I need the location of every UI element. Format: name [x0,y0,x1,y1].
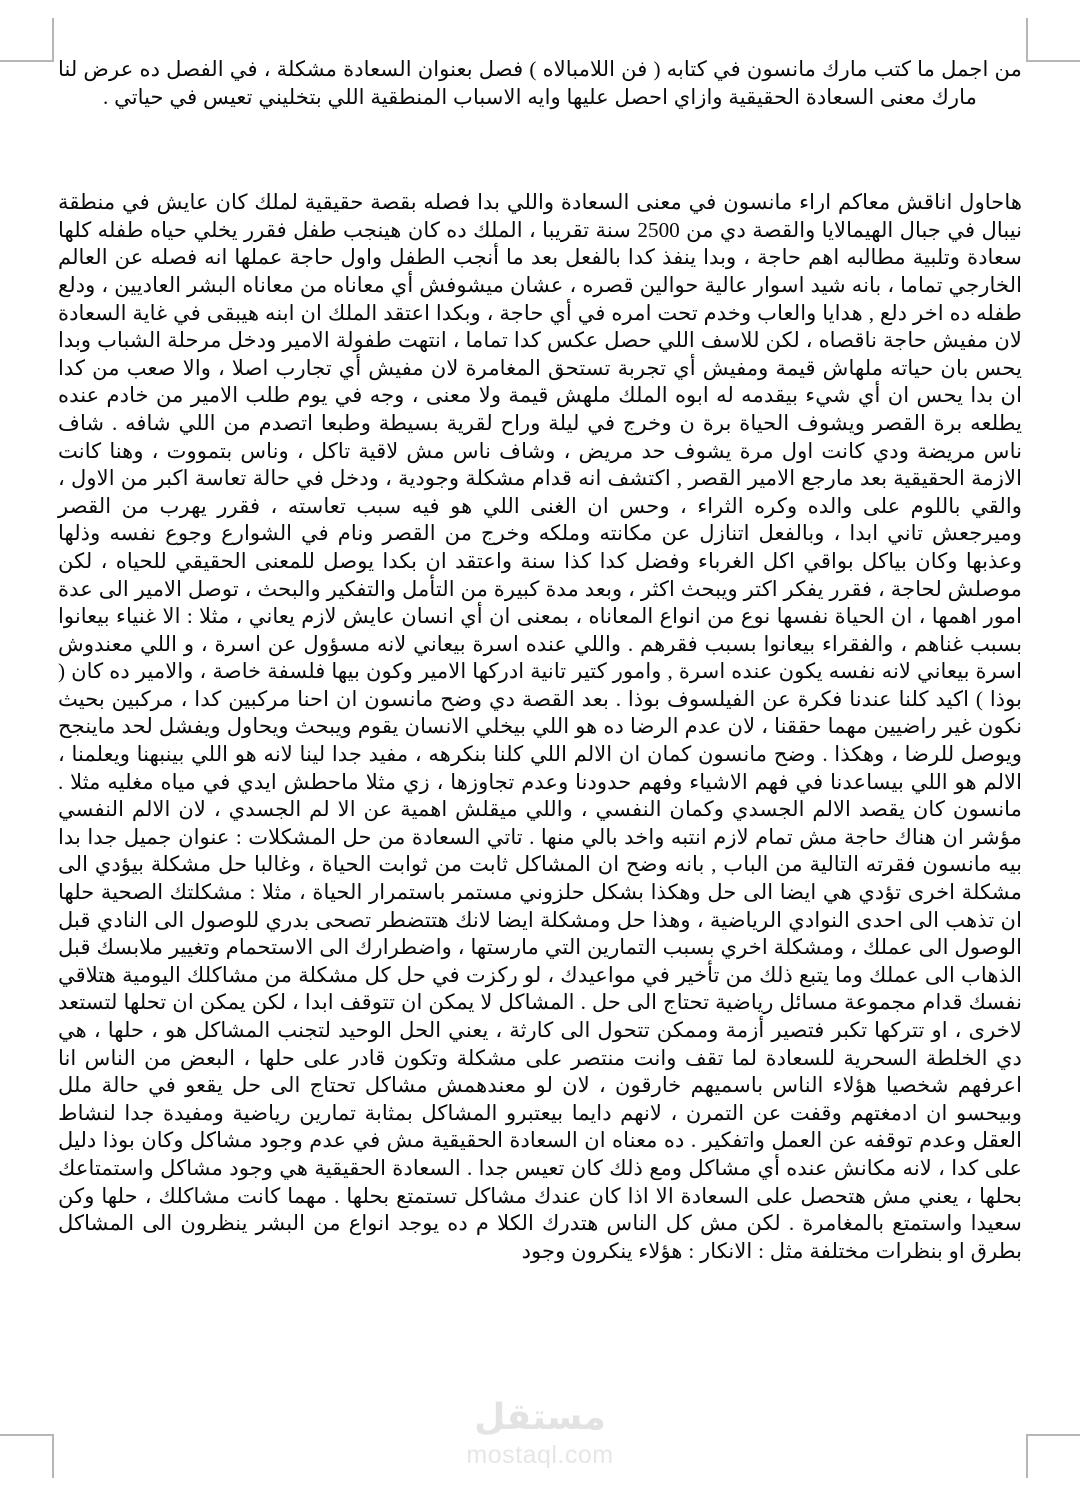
crop-mark-bottom-right [1026,1434,1070,1478]
crop-mark-vertical-line [52,18,54,62]
crop-mark-vertical-line [1026,1434,1028,1478]
crop-mark-top-right [1026,18,1070,62]
paragraph-spacer [58,111,1022,189]
crop-mark-vertical-line [52,1434,54,1478]
watermark-logo-text: مستقل [474,1397,606,1438]
crop-mark-top-left [10,18,54,62]
watermark [0,1397,1080,1469]
crop-mark-vertical-line [1026,18,1028,62]
intro-paragraph: من اجمل ما كتب مارك مانسون في كتابه ( فن اللامبالاه ) فصل بعنوان السعادة مشكلة ، في الفصل ده عرض لنا مارك معنى السعادة الحقيقية وازاي احصل عليها وايه الاسباب المنطقية اللي بتخليني تعيس في حياتي . [58,57,1022,109]
crop-mark-bottom-left [10,1434,54,1478]
crop-mark-horizontal-line [1026,1434,1080,1436]
document-text-column [58,56,1022,1265]
crop-mark-horizontal-line [0,1434,54,1436]
crop-mark-horizontal-line [0,60,54,62]
watermark-url-text: mostaql.com [466,1441,614,1469]
body-paragraph: هاحاول اناقش معاكم اراء مانسون في معنى السعادة واللي بدا فصله بقصة حقيقية لملك كان عايش في منطقة نيبال في جبال الهيمالايا والقصة دي من 2500 سنة تقريبا ، الملك ده كان هينجب طفل فقرر يخلي حياه طفله كلها سعادة وتلبية مطالبه اهم حاجة ، وبدا ينفذ كدا بالفعل بعد ما أنجب الطفل واول حاجة عملها انه فصله عن العالم الخارجي تماما ، بانه شيد اسوار عالية حوالين قصره ، عشان ميشوفش أي معاناه من معاناه البشر العاديين ، ودلع طفله ده اخر دلع , هدايا والعاب وخدم تحت امره في أي حاجة ، وبكدا اعتقد الملك ان ابنه هيبقى في غاية السعادة لان مفيش حاجة ناقصاه ، لكن للاسف اللي حصل عكس كدا تماما ، انتهت طفولة الامير ودخل مرحلة الشباب وبدا يحس بان حياته ملهاش قيمة ومفيش أي تجربة تستحق المغامرة لان مفيش أي تجارب اصلا ، والا صعب من كدا ان بدا يحس ان أي شيء بيقدمه له ابوه الملك ملهش قيمة ولا معنى ، وجه في يوم طلب الامير من خادم عنده يطلعه برة القصر ويشوف الحياة برة ن وخرج في ليلة وراح لقرية بسيطة وطبعا اتصدم من اللي شافه . شاف ناس مريضة ودي كانت اول مرة يشوف حد مريض ، وشاف ناس مش لاقية تاكل ، وناس بتمووت ، وهنا كانت الازمة الحقيقية بعد مارجع الامير القصر , اكتشف انه قدام مشكلة وجودية ، ودخل في حالة تعاسة اكبر من الاول ، والقي باللوم على والده وكره الثراء ، وحس ان الغنى اللي هو فيه سبب تعاسته ، فقرر يهرب من القصر وميرجعش تاني ابدا ، وبالفعل اتنازل عن مكانته وملكه وخرج من القصر ونام في الشوارع وجوع نفسه وذلها وعذبها وكان بياكل بواقي اكل الغرباء وفضل كدا كذا سنة واعتقد ان بكدا يوصل للمعنى الحقيقي للحياه ، لكن موصلش لحاجة ، فقرر يفكر اكتر ويبحث اكثر ، وبعد مدة كبيرة من التأمل والتفكير والبحث ، توصل الامير الى عدة امور اهمها ، ان الحياة نفسها نوع من انواع المعاناه ، بمعنى ان أي انسان عايش لازم يعاني ، مثلا : الا غنياء بيعانوا بسبب غناهم ، والفقراء بيعانوا بسبب فقرهم . واللي عنده اسرة بيعاني لانه مسؤول عن اسرة ، و اللي معندوش اسرة بيعاني لانه نفسه يكون عنده اسرة , وامور كتير تانية ادركها الامير وكون بيها فلسفة خاصة ، والامير ده كان ( بوذا ) اكيد كلنا عندنا فكرة عن الفيلسوف بوذا . بعد القصة دي وضح مانسون ان احنا مركبين كدا ، مركبين بحيث نكون غير راضيين مهما حققنا ، لان عدم الرضا ده هو اللي بيخلي الانسان يقوم ويبحث ويحاول ويفشل لحد ماينجح ويوصل للرضا ، وهكذا . وضح مانسون كمان ان الالم اللي كلنا بنكرهه ، مفيد جدا لينا لانه هو اللي بينبهنا ويعلمنا ، الالم هو اللي بيساعدنا في فهم الاشياء وفهم حدودنا وعدم تجاوزها ، زي مثلا ماحطش ايدي في مياه مغليه مثلا . مانسون كان يقصد الالم الجسدي وكمان النفسي ، واللي ميقلش اهمية عن الا لم الجسدي ، لان الالم النفسي مؤشر ان هناك حاجة مش تمام لازم انتبه واخد بالي منها . تاتي السعادة من حل المشكلات : عنوان جميل جدا بدا بيه مانسون فقرته التالية من الباب , بانه وضح ان المشاكل ثابت من ثوابت الحياة ، وغالبا حل مشكلة بيؤدي الى مشكلة اخرى تؤدي هي ايضا الى حل وهكذا بشكل حلزوني مستمر باستمرار الحياة ، مثلا : مشكلتك الصحية حلها ان تذهب الى احدى النوادي الرياضية ، وهذا حل ومشكلة ايضا لانك هتتضطر تصحى بدري للوصول الى النادي قبل الوصول الى عملك ، ومشكلة اخري بسبب التمارين التي مارستها ، واضطرارك الى الاستحمام وتغيير ملابسك قبل الذهاب الى عملك وما يتبع ذلك من تأخير في مواعيدك ، لو ركزت في حل كل مشكلة من مشاكلك اليومية هتلاقي نفسك قدام مجموعة مسائل رياضية تحتاج الى حل . المشاكل لا يمكن ان تتوقف ابدا ، لكن يمكن ان تحلها لتستعد لاخرى ، او تتركها تكبر فتصير أزمة وممكن تتحول الى كارثة ، يعني الحل الوحيد لتجنب المشاكل هو ، حلها ، هي دي الخلطة السحرية للسعادة لما تقف وانت منتصر على مشكلة وتكون قادر على حلها ، البعض من الناس انا اعرفهم شخصيا هؤلاء الناس باسميهم خارقون ، لان لو معندهمش مشاكل تحتاج الى حل يقعو في حالة ملل وبيحسو ان ادمغتهم وقفت عن التمرن ، لانهم دايما بيعتبرو المشاكل بمثابة تمارين رياضية ومفيدة جدا لنشاط العقل وعدم توقفه عن العمل واتفكير . ده معناه ان السعادة الحقيقية مش في عدم وجود مشاكل وكان بوذا دليل على كدا ، لانه مكانش عنده أي مشاكل ومع ذلك كان تعيس جدا . السعادة الحقيقية هي وجود مشاكل واستمتاعك بحلها ، يعني مش هتحصل على السعادة الا اذا كان عندك مشاكل تستمتع بحلها . مهما كانت مشاكلك ، حلها وكن سعيدا واستمتع بالمغامرة . لكن مش كل الناس هتدرك الكلا م ده يوجد انواع من البشر ينظرون الى المشاكل بطرق او بنظرات مختلفة مثل : الانكار : هؤلاء ينكرون وجود [58,190,1023,1263]
crop-mark-horizontal-line [1026,60,1080,62]
